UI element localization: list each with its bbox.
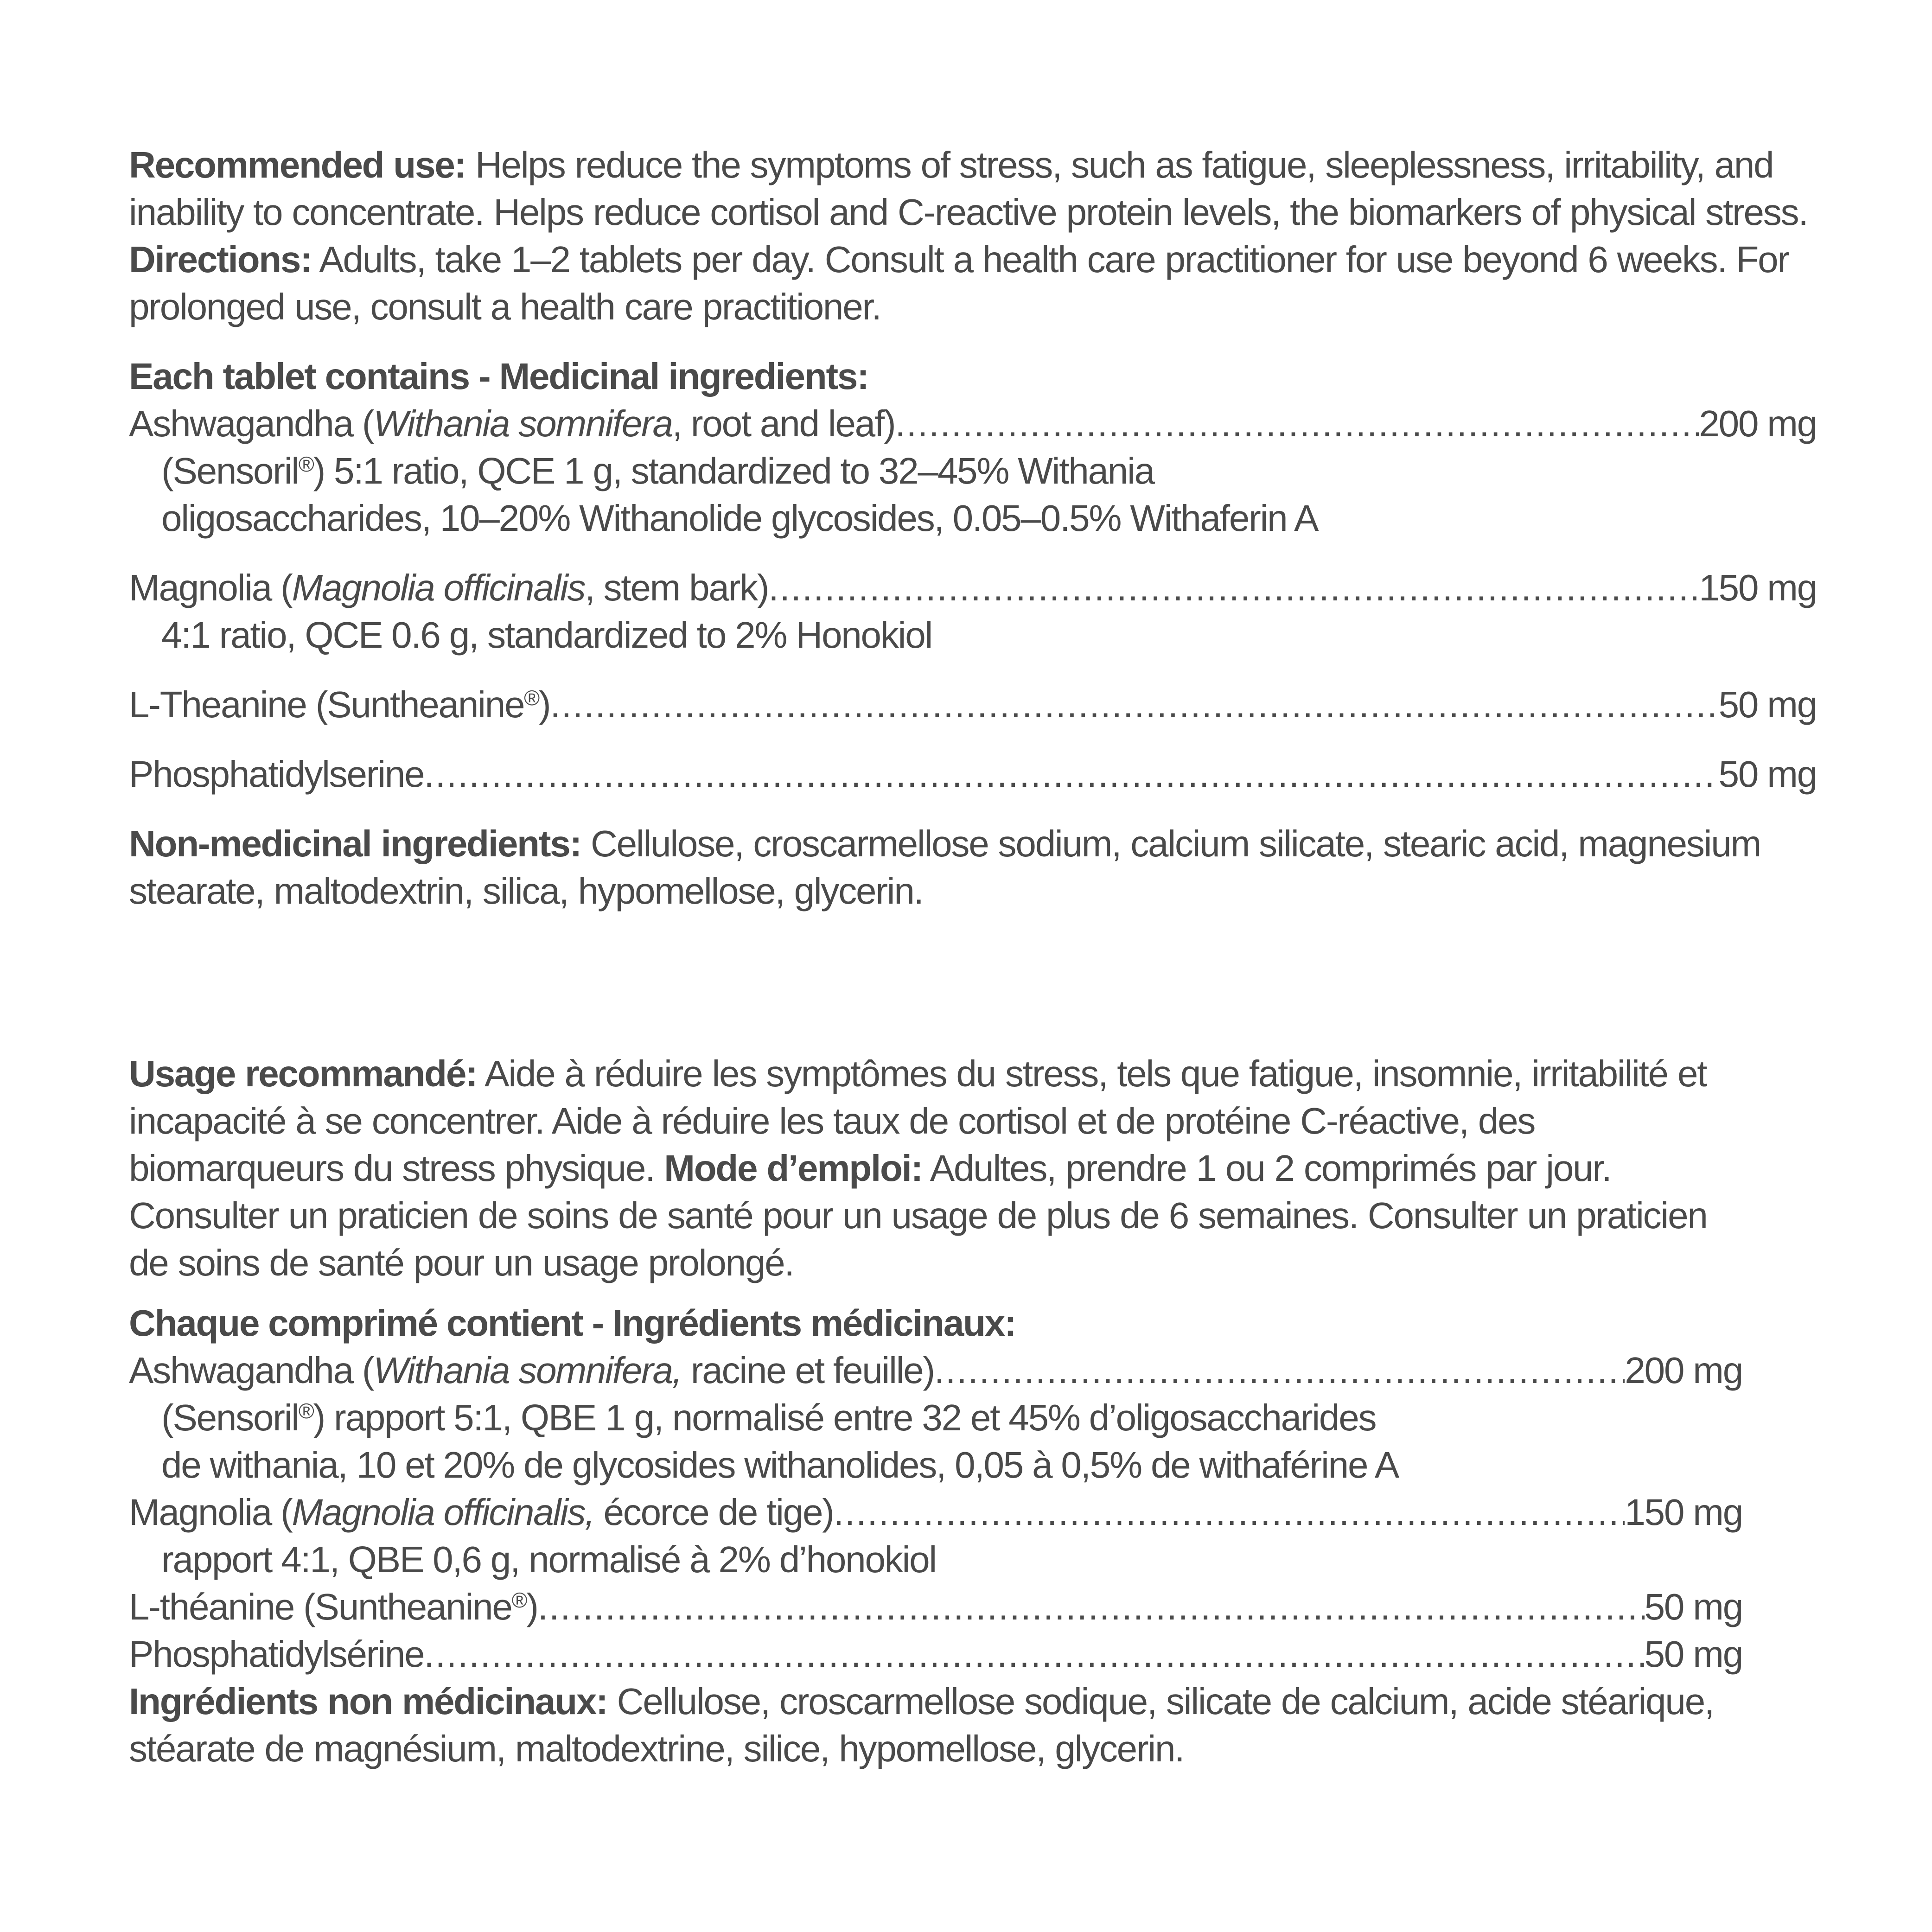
en-ingredient-detail: oligosaccharides, 10–20% Withanolide glycosides, 0.05–0.5% Withaferin A bbox=[161, 497, 1318, 539]
fr-ingredient-theanine bbox=[129, 1583, 1742, 1631]
en-ingredient-amount: 150 mg bbox=[1699, 567, 1817, 608]
fr-ingredient-amount: 50 mg bbox=[1644, 1586, 1742, 1627]
fr-directions-label: Mode d’emploi: bbox=[664, 1148, 923, 1189]
en-ingredient-name: L-Theanine (Suntheanine®) bbox=[129, 684, 550, 725]
dot-leader bbox=[895, 400, 1699, 447]
fr-non-medicinal-paragraph bbox=[129, 1678, 1742, 1773]
english-label-section bbox=[129, 141, 1817, 915]
fr-ingredient-name: Magnolia (Magnolia officinalis, écorce de tige) bbox=[129, 1492, 834, 1533]
dot-leader bbox=[550, 681, 1718, 728]
en-directions-text: Adults, take 1–2 tablets per day. Consult a health care practitioner for use beyond 6 weeks. For prolonged use, consult a health care practitioner. bbox=[129, 239, 1789, 327]
fr-recommended-use-label: Usage recommandé: bbox=[129, 1053, 477, 1094]
dot-leader bbox=[424, 751, 1718, 798]
en-non-medicinal-text: Cellulose, croscarmellose sodium, calcium silicate, stearic acid, magnesium stearate, maltodextrin, silica, hypomellose, glycerin. bbox=[129, 823, 1761, 912]
fr-ingredient-detail: de withania, 10 et 20% de glycosides withanolides, 0,05 à 0,5% de withaférine A bbox=[161, 1444, 1399, 1486]
fr-recommended-use-text: Aide à réduire les symptômes du stress, tels que fatigue, insomnie, irritabilité et incapacité à se concentrer. Aide à réduire les taux de cortisol et de protéine C-réactive, des biomarqueurs du stress physique. bbox=[129, 1053, 1707, 1189]
fr-ingredient-line bbox=[129, 1631, 1742, 1678]
en-medicinal-heading: Each tablet contains - Medicinal ingredients: bbox=[129, 356, 868, 397]
en-recommended-use-paragraph bbox=[129, 141, 1817, 331]
fr-ingredient-detail: rapport 4:1, QBE 0,6 g, normalisé à 2% d’honokiol bbox=[161, 1539, 936, 1580]
en-ingredient-ashwagandha bbox=[129, 400, 1817, 542]
fr-ingredient-amount: 200 mg bbox=[1625, 1350, 1742, 1391]
fr-ingredient-phosphatidylserine bbox=[129, 1631, 1742, 1678]
fr-ingredient-line bbox=[129, 1489, 1742, 1536]
en-ingredient-name: Ashwagandha (Withania somnifera, root and leaf) bbox=[129, 403, 895, 444]
fr-ingredient-name: L-théanine (Suntheanine®) bbox=[129, 1586, 538, 1627]
en-non-medicinal-paragraph bbox=[129, 820, 1817, 915]
en-ingredient-theanine bbox=[129, 681, 1817, 728]
fr-ingredient-name: Ashwagandha (Withania somnifera, racine et feuille) bbox=[129, 1350, 934, 1391]
en-ingredient-detail: (Sensoril®) 5:1 ratio, QCE 1 g, standardized to 32–45% Withania bbox=[161, 450, 1154, 491]
fr-medicinal-heading: Chaque comprimé contient - Ingrédients médicinaux: bbox=[129, 1302, 1016, 1344]
en-ingredient-line bbox=[129, 400, 1817, 447]
en-ingredient-amount: 50 mg bbox=[1718, 753, 1817, 795]
dot-leader bbox=[934, 1347, 1625, 1394]
en-ingredient-magnolia bbox=[129, 564, 1817, 659]
fr-ingredient-magnolia bbox=[129, 1489, 1742, 1583]
dot-leader bbox=[538, 1583, 1645, 1631]
en-recommended-use-text: Helps reduce the symptoms of stress, such as fatigue, sleeplessness, irritability, and inability to concentrate. Helps reduce cortisol and C-reactive protein levels, the biomarkers of physical stress. bbox=[129, 144, 1808, 233]
en-directions-label: Directions: bbox=[129, 239, 312, 280]
fr-ingredient-line bbox=[129, 1347, 1742, 1394]
french-label-section bbox=[129, 1050, 1742, 1773]
en-ingredient-amount: 200 mg bbox=[1699, 403, 1817, 444]
en-ingredient-detail: 4:1 ratio, QCE 0.6 g, standardized to 2% Honokiol bbox=[161, 614, 932, 656]
dot-leader bbox=[768, 564, 1699, 612]
fr-ingredient-amount: 50 mg bbox=[1644, 1633, 1742, 1675]
en-ingredient-line bbox=[129, 681, 1817, 728]
fr-ingredient-line bbox=[129, 1583, 1742, 1631]
fr-ingredient-amount: 150 mg bbox=[1625, 1492, 1742, 1533]
en-ingredient-phosphatidylserine bbox=[129, 751, 1817, 798]
en-ingredient-amount: 50 mg bbox=[1718, 684, 1817, 725]
fr-ingredient-name: Phosphatidylsérine bbox=[129, 1633, 424, 1675]
dot-leader bbox=[424, 1631, 1644, 1678]
fr-non-medicinal-text: Cellulose, croscarmellose sodique, silicate de calcium, acide stéarique, stéarate de magnésium, maltodextrine, silice, hypomellose, glycerin. bbox=[129, 1681, 1714, 1769]
dot-leader bbox=[834, 1489, 1625, 1536]
fr-non-medicinal-label: Ingrédients non médicinaux: bbox=[129, 1681, 607, 1722]
en-recommended-use-label: Recommended use: bbox=[129, 144, 465, 185]
fr-recommended-use-paragraph bbox=[129, 1050, 1742, 1287]
en-ingredient-name: Phosphatidylserine bbox=[129, 753, 424, 795]
en-non-medicinal-label: Non-medicinal ingredients: bbox=[129, 823, 581, 864]
en-ingredient-line bbox=[129, 564, 1817, 612]
fr-ingredient-detail: (Sensoril®) rapport 5:1, QBE 1 g, normalisé entre 32 et 45% d’oligosaccharides bbox=[161, 1397, 1376, 1438]
en-ingredient-line bbox=[129, 751, 1817, 798]
en-ingredient-name: Magnolia (Magnolia officinalis, stem bark) bbox=[129, 567, 769, 608]
fr-directions-text: Adultes, prendre 1 ou 2 comprimés par jour. Consulter un praticien de soins de santé pour un usage de plus de 6 semaines. Consulter un praticien de soins de santé pour un usage prolongé. bbox=[129, 1148, 1707, 1283]
fr-ingredient-ashwagandha bbox=[129, 1347, 1742, 1489]
